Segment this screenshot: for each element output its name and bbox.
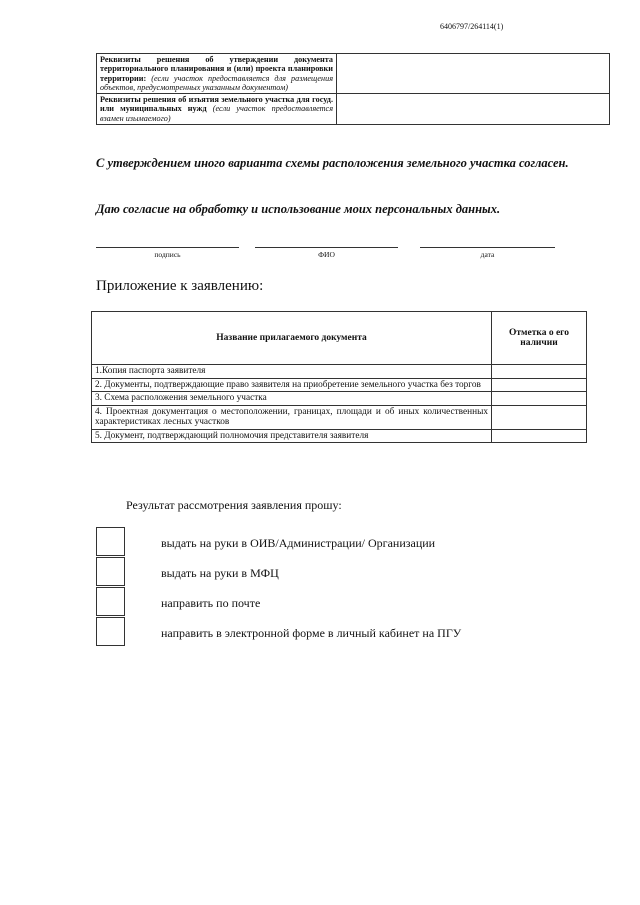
result-title: Результат рассмотрения заявления прошу: <box>126 498 342 512</box>
requisites-value-seizure[interactable] <box>337 94 610 125</box>
requisites-label-plan <box>97 54 337 94</box>
requisites-label-bold: Реквизиты решения об изъятия земельного участка для госуд. или муниципальных нужд <box>100 95 333 114</box>
attachment-presence-cell[interactable] <box>492 392 587 406</box>
full-name-caption: ФИО <box>318 250 335 259</box>
attachment-name: 3. Схема расположения земельного участка <box>92 392 492 406</box>
requisites-row-plan <box>97 54 610 94</box>
option-checkbox-mfc[interactable] <box>96 557 125 586</box>
signature-line[interactable] <box>96 247 239 248</box>
statement-personal-data: Даю согласие на обработку и использование моих персональных данных. <box>96 202 501 216</box>
column-header-document-name: Название прилагаемого документа <box>92 312 492 365</box>
table-row <box>92 378 587 392</box>
table-row <box>92 365 587 379</box>
attachment-presence-cell[interactable] <box>492 429 587 443</box>
date-line[interactable] <box>420 247 555 248</box>
requisites-label-bold: Реквизиты решения об утверждении документа территориального планирования и (или) проекта планировки территории: <box>100 55 333 83</box>
attachment-name: 1.Копия паспорта заявителя <box>92 365 492 379</box>
attachment-name: 5. Документ, подтверждающий полномочия представителя заявителя <box>92 429 492 443</box>
requisites-table <box>96 53 610 125</box>
document-number: 6406797/264114(1) <box>440 22 504 31</box>
signature-caption: подпись <box>154 250 181 259</box>
requisites-value-plan[interactable] <box>337 54 610 94</box>
attachment-presence-cell[interactable] <box>492 405 587 429</box>
table-row <box>92 392 587 406</box>
requisites-label-note: (если участок предоставляется взамен изымаемого) <box>100 104 333 123</box>
option-label-office: выдать на руки в ОИВ/Администрации/ Организации <box>161 536 436 550</box>
requisites-label-seizure <box>97 94 337 125</box>
statement-scheme-consent: С утверждением иного варианта схемы расположения земельного участка согласен. <box>96 156 569 170</box>
date-caption: дата <box>480 250 495 259</box>
full-name-line[interactable] <box>255 247 398 248</box>
option-checkbox-electronic[interactable] <box>96 617 125 646</box>
attachments-title: Приложение к заявлению: <box>96 278 264 294</box>
column-header-presence: Отметка о его наличии <box>492 312 587 365</box>
option-label-mfc: выдать на руки в МФЦ <box>161 566 279 580</box>
attachments-header-row <box>92 312 587 365</box>
attachments-table <box>91 311 587 443</box>
option-label-electronic: направить в электронной форме в личный кабинет на ПГУ <box>161 626 462 640</box>
table-row <box>92 405 587 429</box>
requisites-label-note: (если участок предоставляется для размещения объектов, предусмотренных указанным документом) <box>100 73 334 92</box>
table-row <box>92 429 587 443</box>
attachment-name: 2. Документы, подтверждающие право заявителя на приобретение земельного участка без торгов <box>92 378 492 392</box>
attachment-presence-cell[interactable] <box>492 365 587 379</box>
option-checkbox-office[interactable] <box>96 527 125 556</box>
option-checkbox-mail[interactable] <box>96 587 125 616</box>
attachment-presence-cell[interactable] <box>492 378 587 392</box>
requisites-row-seizure <box>97 94 610 125</box>
attachment-name: 4. Проектная документация о местоположении, границах, площади и об иных количественных характеристиках лесных участков <box>92 405 492 429</box>
option-label-mail: направить по почте <box>161 596 261 610</box>
